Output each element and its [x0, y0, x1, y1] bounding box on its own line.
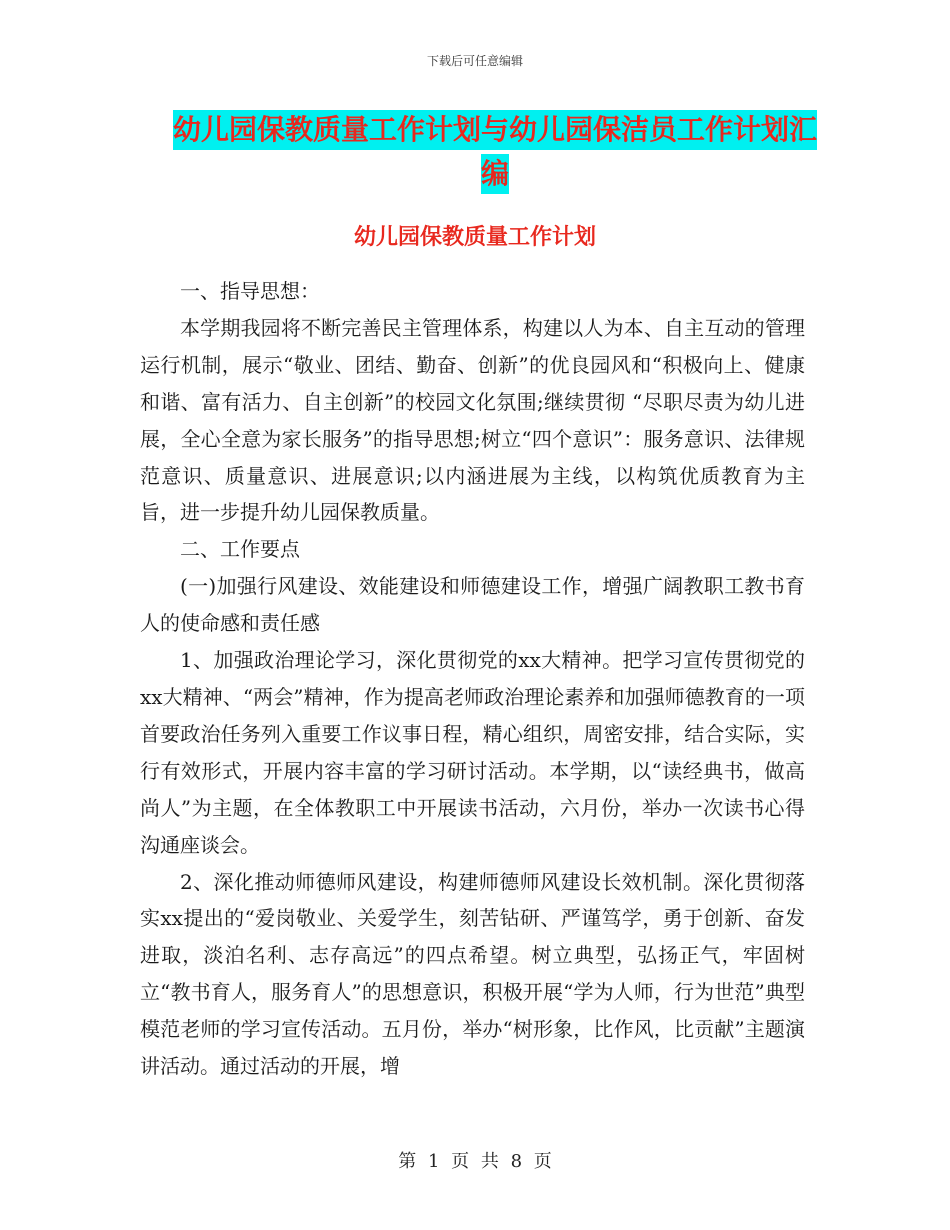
body-text [140, 273, 805, 1085]
paragraph-heading-2: 二、工作要点 [180, 537, 300, 562]
paragraph: (一)加强行风建设、效能建设和师德建设工作，增强广阔教职工教书育人的使命感和责任感 [140, 574, 805, 636]
paragraph: 本学期我园将不断完善民主管理体系，构建以人为本、自主互动的管理运行机制，展示“敬业、团结、勤奋、创新”的优良园风和“积极向上、健康和谐、富有活力、自主创新”的校园文化氛围;继续贯彻 “尽职尽责为幼儿进展，全心全意为家长服务”的指导思想;树立“四个意识”：服务意识、法律规范意识、质量意识、进展意识;以内涵进展为主线，以构筑优质教育为主旨，进一步提升幼儿园保教质量。 [140, 315, 805, 525]
title-line-2: 编 [481, 154, 509, 194]
paragraph-heading-1: 一、指导思想： [180, 279, 320, 303]
paragraph: 1、加强政治理论学习，深化贯彻党的xx大精神。把学习宣传贯彻党的xx大精神、“两会”精神，作为提高老师政治理论素养和加强师德教育的一项首要政治任务列入重要工作议事日程，精心组织，周密安排，结合实际，实行有效形式，开展内容丰富的学习研讨活动。本学期，以“读经典书，做高尚人”为主题，在全体教职工中开展读书活动，六月份，举办一次读书心得沟通座谈会。 [140, 648, 805, 857]
page-footer: 第 1 页 共 8 页 [398, 1151, 552, 1172]
title-line-1: 幼儿园保教质量工作计划与幼儿园保洁员工作计划汇 [173, 110, 817, 150]
section-title: 幼儿园保教质量工作计划 [353, 225, 596, 250]
document-title [140, 110, 850, 198]
paragraph: 2、深化推动师德师风建设，构建师德师风建设长效机制。深化贯彻落实xx提出的“爱岗敬业、关爱学生，刻苦钻研、严谨笃学，勇于创新、奋发进取，淡泊名利、志存高远”的四点希望。树立典型，弘扬正气，牢固树立“教书育人，服务育人”的思想意识，积极开展“学为人师，行为世范”典型模范老师的学习宣传活动。五月份，举办“树形象，比作风，比贡献”主题演讲活动。通过活动的开展，增 [140, 869, 805, 1079]
header-note: 下载后可任意编辑 [426, 54, 523, 68]
